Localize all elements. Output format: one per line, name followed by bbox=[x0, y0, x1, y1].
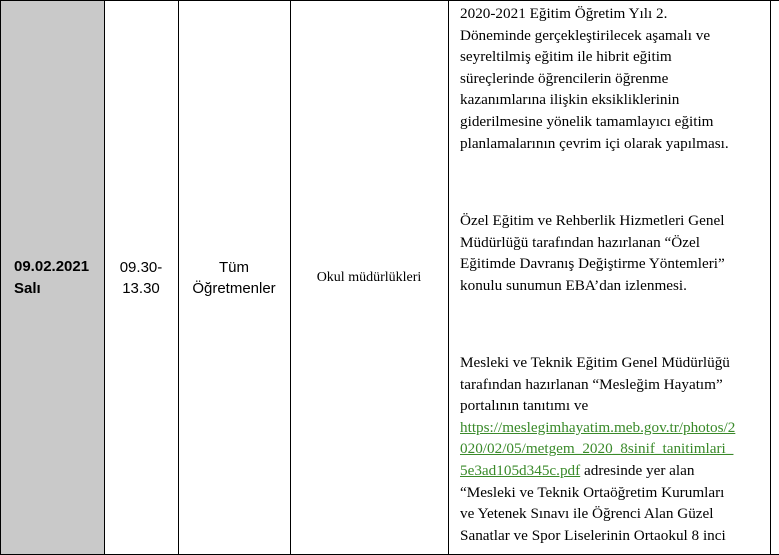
paragraph-3-rest: adresinde yer alan “Mesleki ve Teknik Ortaöğretim Kurumları ve Yetenek Sınavı ile Öğrenci Alan Güzel Sanatlar ve Spor Liselerinin Ortaokul 8 inci bbox=[460, 461, 726, 544]
paragraph-3-intro: Mesleki ve Teknik Eğitim Genel Müdürlüğü tarafından hazırlanan “Mesleğim Hayatım” portalının tanıtımı ve bbox=[460, 354, 730, 415]
day-text: Salı bbox=[14, 279, 41, 297]
date-text: 09.02.2021 bbox=[14, 257, 90, 275]
date-cell bbox=[0, 0, 104, 555]
column-divider-2 bbox=[178, 0, 179, 555]
column-divider-1 bbox=[104, 0, 105, 555]
activity-cell bbox=[448, 0, 770, 555]
responsible-cell bbox=[290, 0, 448, 555]
activity-paragraph-2: Özel Eğitim ve Rehberlik Hizmetleri Genel Müdürlüğü tarafından hazırlanan “Özel Eğitimde Davranış Değiştirme Yöntemleri” konulu sunumun EBA’dan izlenmesi. bbox=[460, 212, 725, 294]
activity-paragraph-3 bbox=[460, 352, 770, 546]
target-audience-cell bbox=[178, 0, 290, 555]
table-left-border bbox=[0, 0, 1, 555]
time-cell bbox=[104, 0, 178, 555]
table-top-border bbox=[0, 0, 779, 1]
column-divider-3 bbox=[290, 0, 291, 555]
target-line-2: Öğretmenler bbox=[192, 279, 276, 297]
time-end: 13.30 bbox=[122, 279, 160, 297]
activity-paragraph-1: 2020-2021 Eğitim Öğretim Yılı 2. Döneminde gerçekleştirilecek aşamalı ve seyreltilmiş eğitim ile hibrit eğitim süreçlerinde öğrencilerin öğrenme kazanımlarına ilişkin eksikliklerinin giderilmesine yönelik tamamlayıcı eğitim planlamalarının çevrim içi olarak yapılması. bbox=[460, 5, 729, 152]
time-start: 09.30- bbox=[119, 258, 163, 276]
target-line-1: Tüm bbox=[219, 258, 249, 276]
responsible-text: Okul müdürlükleri bbox=[316, 269, 422, 285]
column-divider-4 bbox=[448, 0, 449, 555]
table-right-border bbox=[770, 0, 771, 555]
metgem-pdf-link[interactable]: https://meslegimhayatim.meb.gov.tr/photos/2 020/02/05/metgem_2020_8sinif_tanitimlari_ 5e3ad105d345c.pdf bbox=[460, 418, 736, 479]
